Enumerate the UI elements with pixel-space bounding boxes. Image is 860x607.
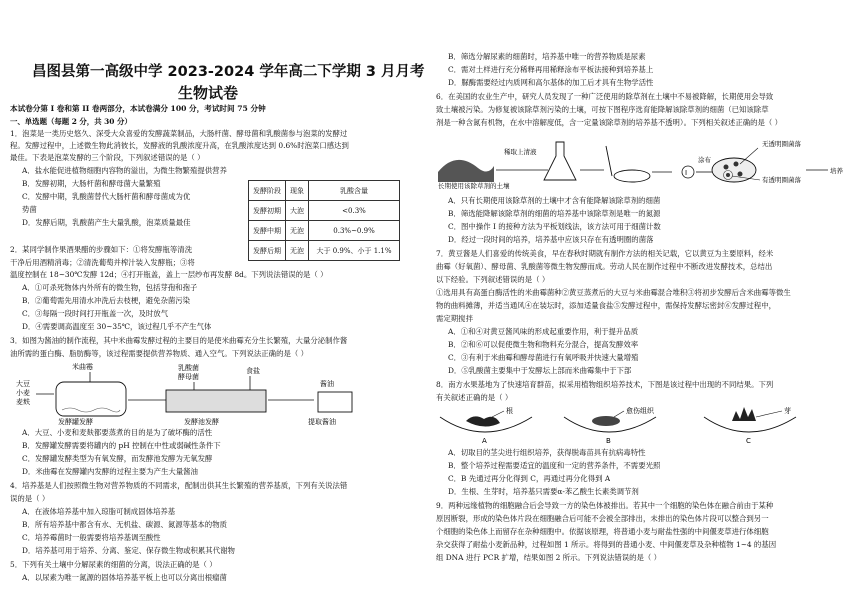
table-header: 发酵阶段 — [249, 181, 286, 201]
option-line: B．②葡萄需先用清水冲洗后去枝梗，避免杂菌污染 — [22, 296, 191, 305]
table-header: 乳酸含量 — [309, 181, 400, 201]
option-line: C．③有利于米曲霉和酵母菌进行有氧呼吸并快速大量增殖 — [448, 353, 639, 362]
question-line: 曲霉（好氧菌）、酵母菌、乳酸菌等微生物发酵而成。劳动人民在制作过程中不断改进发酵技术，总结出 — [436, 262, 773, 271]
soy-sauce-flow-diagram — [14, 360, 384, 426]
question-line: 个细胞的染色体上而留存在杂种细胞中。依据该原理，将普通小麦与耐盐性强的中间偃麦草进行体细胞 — [436, 527, 769, 536]
table-cell: 大于 0.9%、小于 1.1% — [309, 241, 400, 261]
fermenter-tank — [56, 382, 126, 416]
subject-title: 生物试卷 — [178, 84, 239, 102]
question-line: 原因断裂，形成的染色体片段在细胞融合后可能不会被全部排出，未排出的染色体片段可以整合到另一 — [436, 514, 769, 523]
option-line: B．整个培养过程需要适宜的温度和一定的营养条件，不需要光照 — [448, 461, 661, 470]
exam-info: 本试卷分第 I 卷和第 II 卷两部分，本试卷满分 100 分，考试时间 75 分钟 — [10, 104, 266, 113]
question-line: 3．如图为酱油的制作流程，其中米曲霉发酵过程的主要目的是使米曲霉充分生长繁殖，大量分泌制作酱 — [10, 336, 348, 345]
fig-label: 酱油 — [320, 380, 334, 388]
question-line: 剂是一种含氮有机物，在水中溶解度低，含一定量该除草剂的培养基不透明）。下列相关叙述正确的是（ ） — [436, 118, 783, 127]
fig-label: 愈伤组织 — [626, 407, 654, 415]
option-line: D．生根、生芽时，培养基只需要α-苯乙酸生长素类调节剂 — [448, 487, 639, 496]
question-line: 9．两种远缘植物的细胞融合后会导致一方的染色体被排出。若其中一个细胞的染色体在融合前由于某种 — [436, 501, 774, 510]
question-line: ①选用具有高蛋白酶活性的米曲霉菌种②黄豆蒸煮后的大豆与米曲霉混合堆积③将初步发酵后含米曲霉等微生 — [436, 288, 791, 297]
soil-pile — [438, 160, 494, 182]
question-line: 1．泡菜是一类历史悠久、深受大众喜爱的发酵蔬菜制品，大肠杆菌、酵母菌和乳酸菌参与泡菜的发酵过 — [10, 129, 348, 138]
fig-label: 发酵池发酵 — [184, 418, 219, 426]
table-cell: 发酵后期 — [249, 241, 286, 261]
option-line: C．发酵中期，乳酸菌替代大肠杆菌和酵母菌成为优 — [22, 192, 191, 201]
table-cell: 无泡 — [286, 241, 309, 261]
option-line: A．①可杀死物体内外所有的微生物，包括芽孢和孢子 — [22, 283, 198, 292]
question-line: 组 DNA 进行 PCR 扩增，结果如图 2 所示。下列说法错误的是（ ） — [436, 553, 662, 562]
table-row — [249, 201, 400, 221]
table-cell: 0.3%~0.9% — [309, 221, 400, 241]
question-line: 8．南方水果基地为了快速培育群苗，拟采用植物组织培养技术，下图是该过程中出现的不同结果。下列 — [436, 380, 774, 389]
table-cell: <0.3% — [309, 201, 400, 221]
option-line: C．培养霉菌时一般需要将培养基调至酸性 — [22, 533, 161, 542]
fig-label: 酵母菌 — [178, 373, 199, 381]
fermentation-table — [248, 180, 400, 261]
option-line: 势菌 — [22, 205, 37, 214]
root-tissue — [466, 416, 500, 426]
question-line: 5．下列有关土壤中分解尿素的细菌的分离，说法正确的是（ ） — [10, 560, 217, 569]
table-row — [249, 221, 400, 241]
question-line: 致土壤被污染。为修复被该除草剂污染的土壤，可按下图程序选育能降解该除草剂的细菌（已知该除草 — [436, 105, 769, 114]
option-line: C．发酵罐发酵类型为有氧发酵，而发酵池发酵为无氧发酵 — [22, 454, 213, 463]
section-heading: 一、单选题（每题 2 分，共 30 分） — [10, 117, 132, 126]
table-header: 现象 — [286, 181, 309, 201]
question-line: 物的曲料摊薄，并适当通风④在装坛时，添加适量食盐⑤发酵过程中，需保持发酵坛密封⑥发酵过程中， — [436, 301, 776, 310]
herbicide-screening-diagram — [436, 132, 846, 190]
table-cell: 发酵初期 — [249, 201, 286, 221]
fig-label: 食盐 — [246, 367, 260, 375]
fig-label: 芽 — [784, 407, 791, 415]
question-line: 需定期搅拌 — [436, 314, 473, 323]
option-line: A．切取目的茎尖进行组织培养，获得脱毒苗具有抗病毒特性 — [448, 448, 646, 457]
option-line: A．只有长期使用该除草剂的土壤中才含有能降解该除草剂的细菌 — [448, 196, 661, 205]
callus-mass — [592, 416, 620, 426]
table-cell: 发酵中期 — [249, 221, 286, 241]
question-line: 程。发酵过程中，上述微生物此消彼长，发酵液的乳酸浓度升高，在乳酸浓度达到 0.6%时泡菜口感达到 — [10, 141, 349, 150]
fig-label: 涂布 — [698, 156, 711, 164]
question-line: 最佳。下表是泡菜发酵的三个阶段，下列叙述错误的是（ ） — [10, 153, 205, 162]
flask — [544, 142, 576, 180]
question-line: 6．在美国的农业生产中，研究人员发现了一种广泛使用的除草剂在土壤中不易被降解，长期使用会导致 — [436, 92, 774, 101]
option-line: B．②和⑥可以促使微生物和物料充分混合，提高发酵效率 — [448, 340, 639, 349]
option-line: D．培养基可用于培养、分离、鉴定、保存微生物或积累其代谢物 — [22, 546, 235, 555]
fig-label: 培养 — [830, 167, 843, 175]
fig-label: 长期使用该除草剂的土壤 — [438, 182, 510, 190]
option-line: A．以尿素为唯一氮源的固体培养基平板上也可以分离出根瘤菌 — [22, 573, 227, 582]
question-line: 杂交获得了耐盐小麦新品种，过程如图 1 所示。将得到的普通小麦、中间偃麦草及杂种植物 1~4 的基因 — [436, 540, 777, 549]
question-line: 以下经验。下列叙述错误的是（ ） — [436, 275, 550, 284]
soy-container — [318, 392, 352, 412]
option-line: B．筛选能降解该除草剂的细菌的培养基中该除草剂是唯一的氮源 — [448, 209, 661, 218]
tissue-culture-diagram — [436, 403, 846, 445]
table-row — [249, 241, 400, 261]
option-line: B．发酵罐发酵需要将罐内的 pH 控制在中性或弱碱性条件下 — [22, 441, 221, 450]
option-line: D．脲酶需要经过内质网和高尔基体的加工后才具有生物学活性 — [448, 78, 654, 87]
question-line: 油所需的蛋白酶、脂肪酶等，该过程需要提供营养物质、通入空气。下列说法正确的是（ ） — [10, 349, 308, 358]
table-cell: 无泡 — [286, 221, 309, 241]
fig-label: 提取酱油 — [308, 418, 336, 426]
option-line: C．需对土样进行充分稀释再用稀释涂布平板法接种到培养基上 — [448, 65, 654, 74]
option-line: C．③每隔一段时间打开瓶盖一次，及时放气 — [22, 309, 169, 318]
fig-label: A — [482, 437, 487, 445]
fig-label: B — [606, 437, 611, 445]
question-line: 有关叙述正确的是（ ） — [436, 393, 513, 402]
fig-label: 根 — [506, 407, 513, 415]
table-cell: 大泡 — [286, 201, 309, 221]
option-line: A．大豆、小麦和麦麸都要蒸煮的目的是为了破坏酶的活性 — [22, 428, 213, 437]
exam-title: 昌图县第一高级中学 2023-2024 学年高二下学期 3 月月考 — [32, 64, 425, 80]
option-line: D．米曲霉在发酵罐内发酵的过程主要为产生大量酱油 — [22, 467, 198, 476]
question-line: 干净后用酒精消毒；②清洗葡萄并榨汁装入发酵瓶；③将 — [10, 258, 195, 267]
petri-dish — [614, 170, 650, 182]
option-line: D．④需要调高温度至 30~35℃，该过程几乎不产生气体 — [22, 322, 212, 331]
fig-label: 发酵罐发酵 — [58, 418, 93, 426]
option-line: A．①和④对黄豆酱风味的形成起重要作用，利于提升品质 — [448, 327, 639, 336]
question-line: 温度控制在 18~30℃发酵 12d；④打开瓶盖，盖上一层纱布再发酵 8d。下列说法错误的是（ ） — [10, 270, 328, 279]
question-line: 4．培养基是人们按照微生物对营养物质的不同需求，配制出供其生长繁殖的营养基质，下列有关说法错 — [10, 481, 348, 490]
option-line: A．盐水能促进植物细胞内容物的溢出，为微生物繁殖提供营养 — [22, 166, 227, 175]
option-line: D．发酵后期，乳酸菌产生大量乳酸，泡菜质量最佳 — [22, 218, 191, 227]
fig-label: 稀取上清液 — [504, 148, 537, 156]
step-mark: Ⅰ — [685, 169, 688, 177]
fig-label: 米曲霉 — [72, 363, 93, 371]
option-line: D．⑤乳酸菌主要集中于发酵坛上部而米曲霉集中于下部 — [448, 366, 632, 375]
option-line: A．在液体培养基中加入琼脂可制成固体培养基 — [22, 507, 176, 516]
option-line: D．经过一段时间的培养，培养基中应该只存在有透明圈的菌落 — [448, 235, 654, 244]
question-line: 7．黄豆酱是人们喜爱的传统美食，早在春秋时期就有制作方法的相关记载，它以黄豆为主要原料，经米 — [436, 249, 774, 258]
fig-label: 有透明圈菌落 — [762, 176, 801, 184]
fig-label: C — [746, 437, 751, 445]
fermentation-pool — [166, 390, 266, 412]
fig-label: 乳酸菌 — [178, 364, 199, 372]
fig-label: 无透明圈菌落 — [762, 140, 801, 148]
option-line: B．发酵初期，大肠杆菌和酵母菌大量繁殖 — [22, 179, 161, 188]
bud-tissue — [732, 407, 756, 421]
fig-label: 小麦 — [16, 389, 30, 397]
question-line: 2．某同学制作果酒果醋的步骤如下：①将发酵瓶等清洗 — [10, 245, 193, 254]
fig-label: 麦麸 — [16, 398, 30, 406]
option-line: C．图中操作 I 的接种方法为平板划线法，该方法可用于细菌计数 — [448, 222, 661, 231]
option-line: B．所有培养基中都含有水、无机盐、碳源、氮源等基本的物质 — [22, 520, 227, 529]
question-line: 误的是（ ） — [10, 494, 50, 503]
fig-label: 大豆 — [16, 380, 30, 388]
pipette — [606, 146, 612, 176]
option-line: B．筛选分解尿素的细菌时，培养基中唯一的营养物质是尿素 — [448, 52, 646, 61]
option-line: C．B 先通过再分化得到 C，再通过再分化得到 A — [448, 474, 611, 483]
